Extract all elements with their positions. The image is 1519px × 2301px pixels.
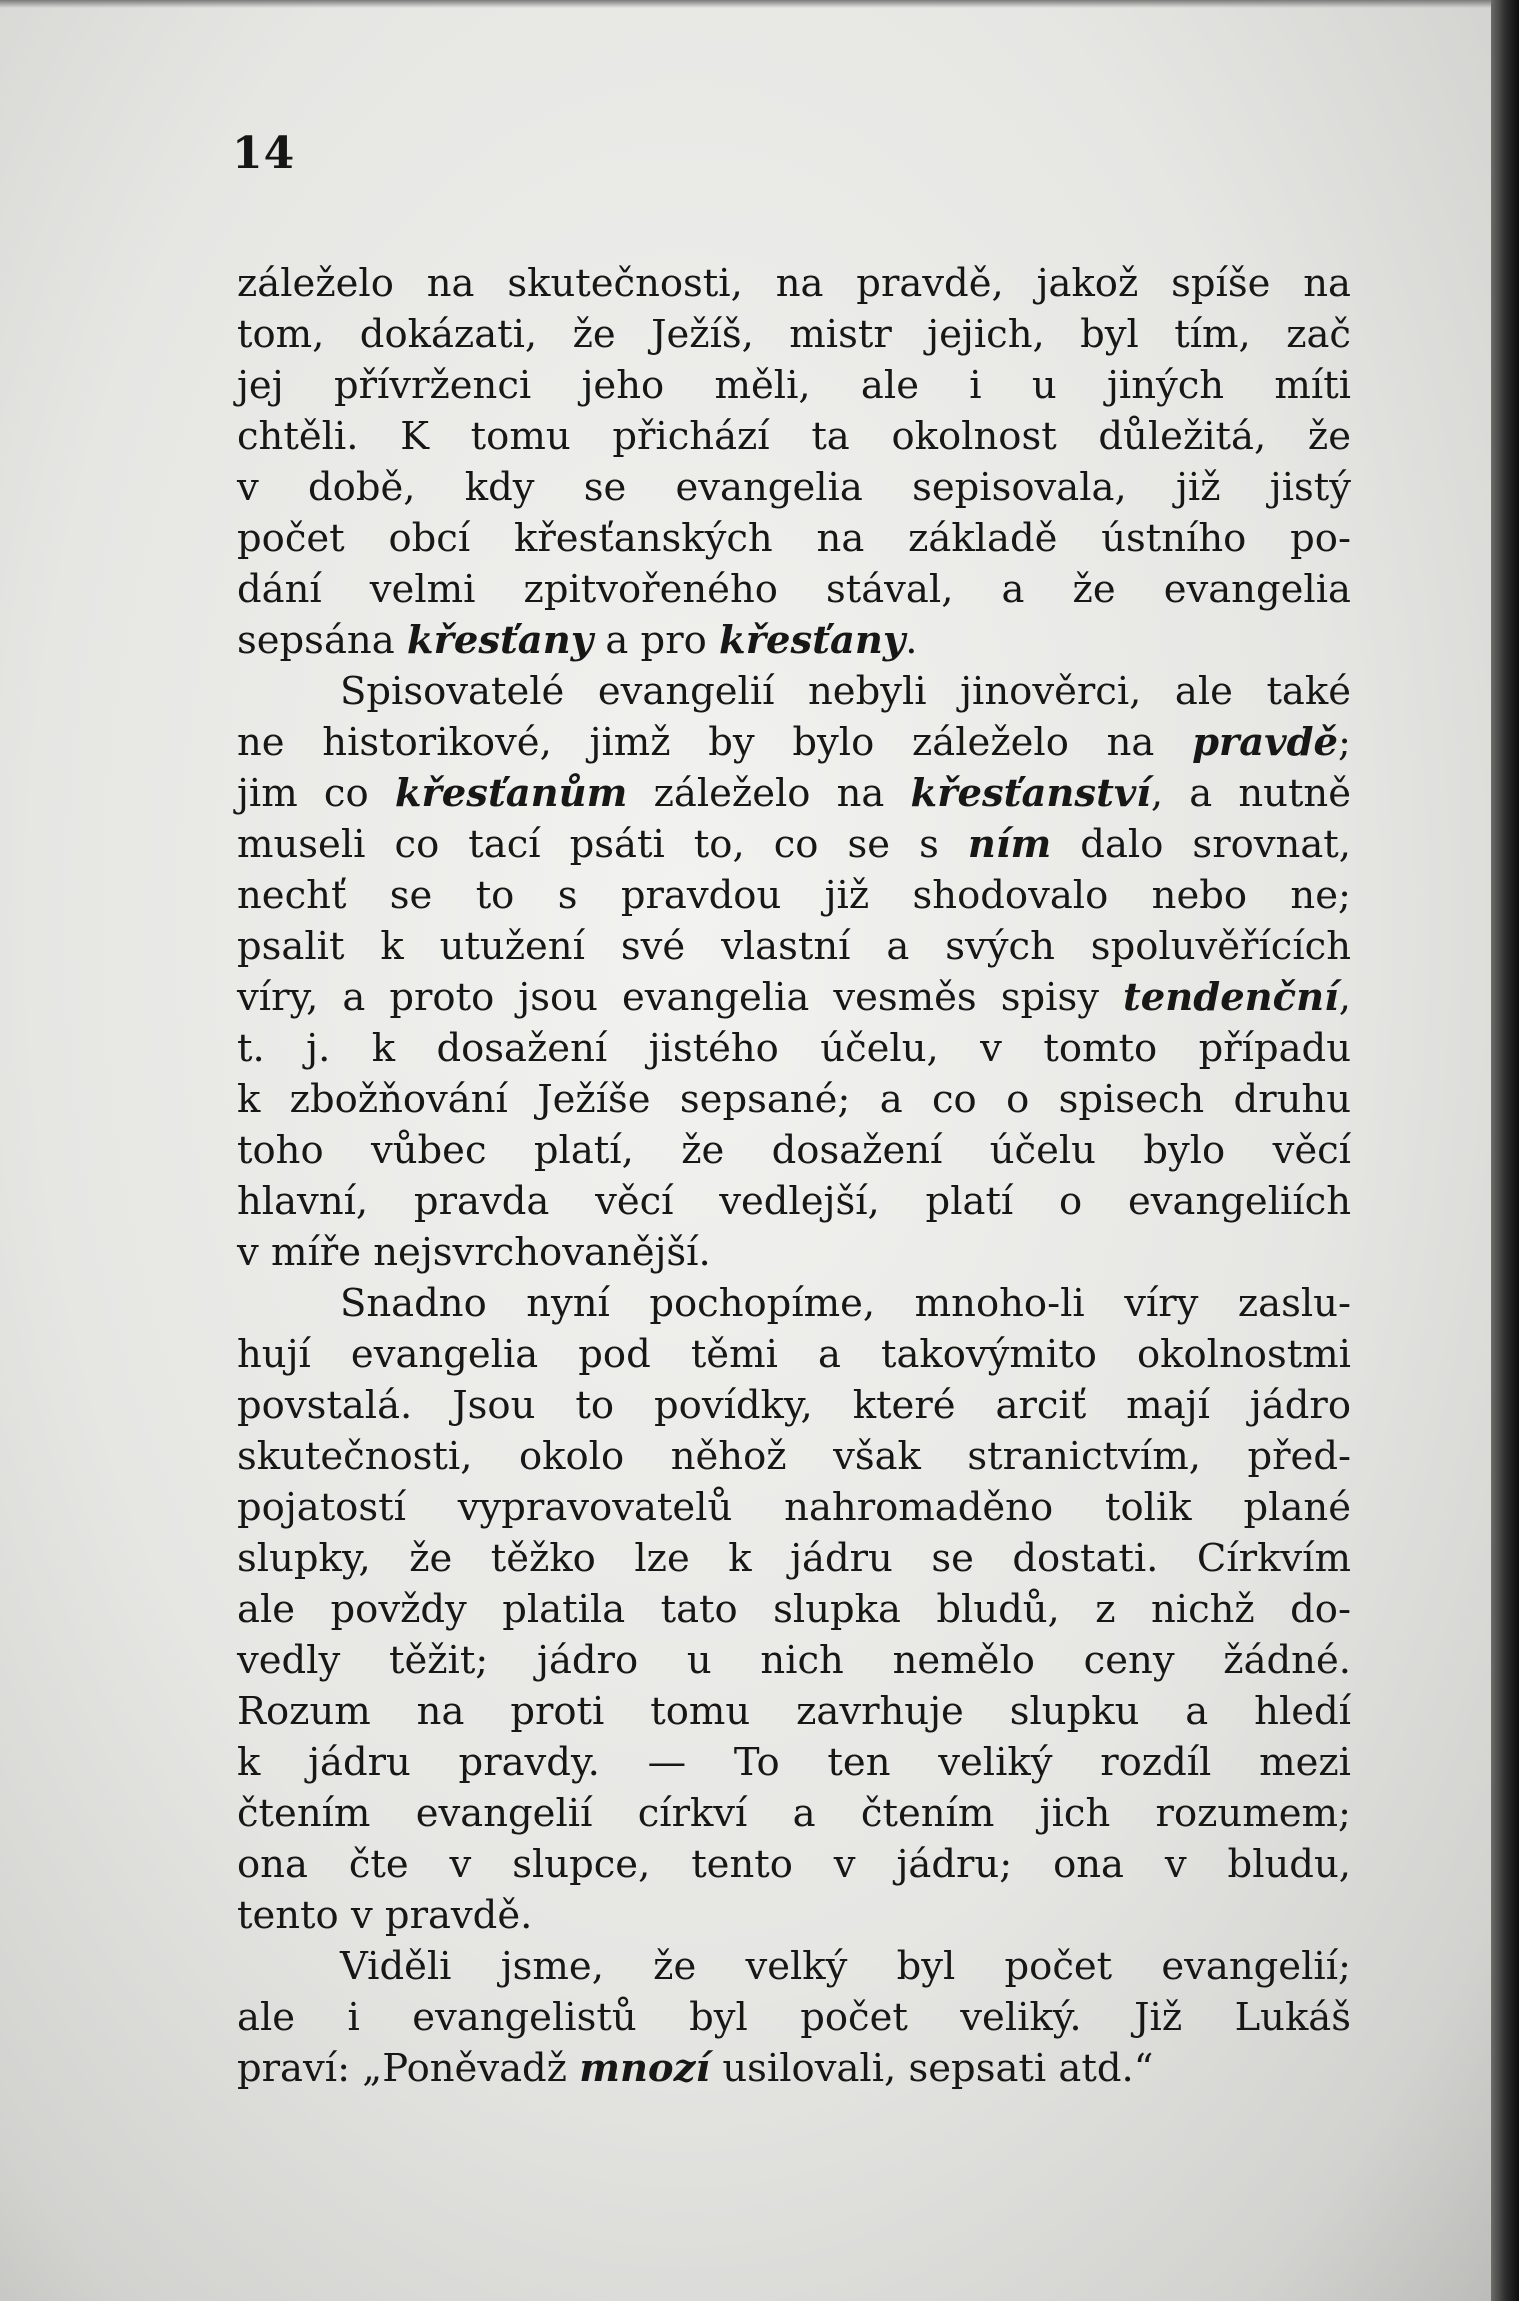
text-run: záleželo na skutečnosti, na pravdě, jakož spíše na (237, 261, 1351, 306)
text-run: Snadno nyní pochopíme, mnoho-li víry zaslu- (340, 1281, 1351, 1326)
text-line (237, 1380, 1351, 1431)
text-run: hují evangelia pod těmi a takovýmito okolnostmi (237, 1332, 1351, 1377)
text-run: jej přívrženci jeho měli, ale i u jiných míti (237, 363, 1351, 408)
text-run: Spisovatelé evangelií nebyli jinověrci, ale také (340, 669, 1351, 714)
text-run: v době, kdy se evangelia sepisovala, již jistý (237, 465, 1351, 510)
text-run: ale povždy platila tato slupka bludů, z nichž do- (237, 1587, 1351, 1632)
text-run: praví: „Poněvadž (237, 2046, 580, 2091)
text-run: dání velmi zpitvořeného stával, a že evangelia (237, 567, 1351, 612)
text-line (237, 615, 1351, 666)
text-line (237, 1329, 1351, 1380)
text-line (237, 360, 1351, 411)
text-run: ne historikové, jimž by bylo záleželo na (237, 720, 1193, 765)
text-line (237, 1023, 1351, 1074)
italic-text: křesťanům (394, 771, 628, 816)
text-run: pojatostí vypravovatelů nahromaděno tolik plané (237, 1485, 1351, 1530)
text-run: skutečnosti, okolo něhož však stranictvím, před- (237, 1434, 1351, 1479)
text-run: Rozum na proti tomu zavrhuje slupku a hledí (237, 1689, 1351, 1734)
text-line (237, 1992, 1351, 2043)
text-line (237, 2043, 1351, 2094)
text-line (237, 1941, 1351, 1992)
text-run: t. j. k dosažení jistého účelu, v tomto případu (237, 1026, 1351, 1071)
text-line (237, 870, 1351, 921)
text-line (237, 309, 1351, 360)
text-run: ; (1338, 720, 1351, 765)
page-top-shadow (0, 0, 1519, 8)
text-line (237, 1227, 1351, 1278)
text-line (237, 1431, 1351, 1482)
text-run: chtěli. K tomu přichází ta okolnost důležitá, že (237, 414, 1351, 459)
text-run: víry, a proto jsou evangelia vesměs spisy (237, 975, 1123, 1020)
text-line (237, 1074, 1351, 1125)
text-run: vedly těžit; jádro u nich nemělo ceny žádné. (237, 1638, 1351, 1683)
text-line (237, 1737, 1351, 1788)
text-line (237, 1125, 1351, 1176)
text-run: k jádru pravdy. — To ten veliký rozdíl mezi (237, 1740, 1351, 1785)
text-line (237, 1635, 1351, 1686)
text-line (237, 411, 1351, 462)
text-run: k zbožňování Ježíše sepsané; a co o spisech druhu (237, 1077, 1351, 1122)
text-line (237, 1839, 1351, 1890)
text-line (237, 1176, 1351, 1227)
text-run: sepsána (237, 618, 407, 663)
text-run: ale i evangelistů byl počet veliký. Již Lukáš (237, 1995, 1351, 2040)
text-line (237, 666, 1351, 717)
text-line (237, 1788, 1351, 1839)
italic-text: křesťany (406, 618, 594, 663)
text-run: v míře nejsvrchovanější. (237, 1230, 711, 1275)
italic-text: křesťanství (910, 771, 1151, 816)
text-run: a pro (593, 618, 720, 663)
text-run: počet obcí křesťanských na základě ústního po- (237, 516, 1351, 561)
italic-text: ním (967, 822, 1052, 867)
text-run: nechť se to s pravdou již shodovalo nebo ne; (237, 873, 1351, 918)
text-line (237, 564, 1351, 615)
page-number: 14 (232, 128, 296, 179)
text-line (237, 462, 1351, 513)
text-run: tom, dokázati, že Ježíš, mistr jejich, byl tím, zač (237, 312, 1351, 357)
text-line (237, 1686, 1351, 1737)
text-run: . (905, 618, 918, 663)
text-line (237, 1533, 1351, 1584)
text-line (237, 1584, 1351, 1635)
italic-text: mnozí (579, 2046, 711, 2091)
text-run: psalit k utužení své vlastní a svých spoluvěřících (237, 924, 1351, 969)
text-run: jim co (237, 771, 395, 816)
page-body-text (237, 258, 1351, 2094)
text-run: toho vůbec platí, že dosažení účelu bylo věcí (237, 1128, 1351, 1173)
text-line (237, 513, 1351, 564)
text-run: usilovali, sepsati atd.“ (710, 2046, 1154, 2091)
text-run: slupky, že těžko lze k jádru se dostati. Církvím (237, 1536, 1351, 1581)
text-run: povstalá. Jsou to povídky, které arciť mají jádro (237, 1383, 1351, 1428)
text-run: záleželo na (627, 771, 911, 816)
text-run: museli co tací psáti to, co se s (237, 822, 968, 867)
italic-text: tendenční (1123, 975, 1339, 1020)
text-line (237, 717, 1351, 768)
text-line (237, 972, 1351, 1023)
text-run: hlavní, pravda věcí vedlejší, platí o evangeliích (237, 1179, 1351, 1224)
text-run: tento v pravdě. (237, 1893, 533, 1938)
text-run: , a nutně (1150, 771, 1352, 816)
text-run: čtením evangelií církví a čtením jich rozumem; (237, 1791, 1351, 1836)
text-line (237, 921, 1351, 972)
page-right-edge-shadow (1491, 0, 1519, 2301)
text-line (237, 819, 1351, 870)
text-line (237, 1890, 1351, 1941)
text-line (237, 1482, 1351, 1533)
text-line (237, 258, 1351, 309)
italic-text: křesťany (719, 618, 906, 663)
text-run: Viděli jsme, že velký byl počet evangelií; (340, 1944, 1351, 1989)
text-line (237, 1278, 1351, 1329)
text-run: , (1338, 975, 1351, 1020)
text-run: dalo srovnat, (1051, 822, 1351, 867)
text-run: ona čte v slupce, tento v jádru; ona v bludu, (237, 1842, 1351, 1887)
italic-text: pravdě (1192, 720, 1339, 765)
text-line (237, 768, 1351, 819)
